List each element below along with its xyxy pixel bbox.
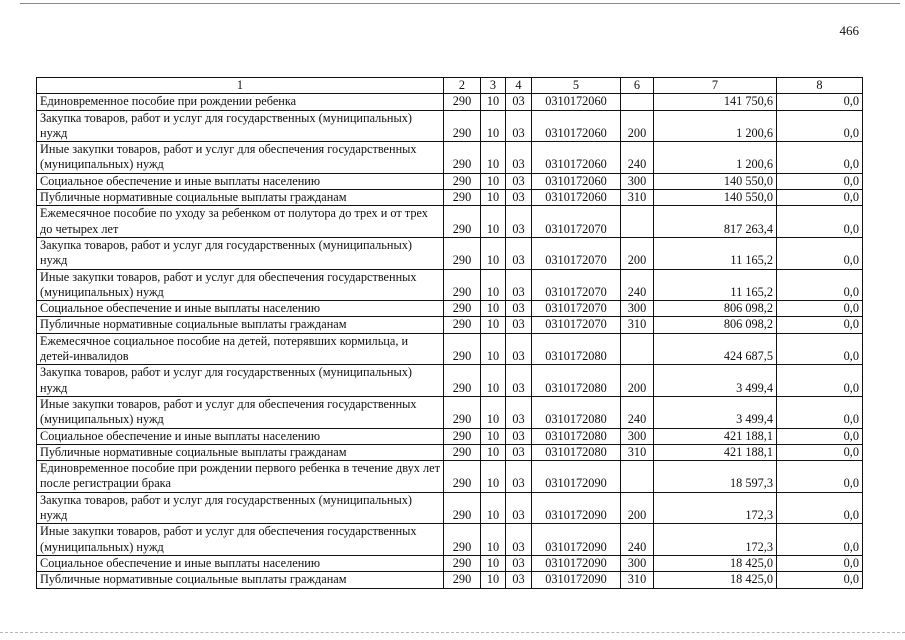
subsection-code: 03 bbox=[506, 301, 532, 317]
amount-column-8: 0,0 bbox=[777, 428, 863, 444]
expense-type-code: 200 bbox=[621, 365, 654, 397]
amount-column-8: 0,0 bbox=[777, 110, 863, 142]
subsection-code: 03 bbox=[506, 173, 532, 189]
subsection-code: 03 bbox=[506, 555, 532, 571]
amount-value: 3 499,4 bbox=[654, 365, 777, 397]
amount-value: 817 263,4 bbox=[654, 206, 777, 238]
row-name: Иные закупки товаров, работ и услуг для обеспечения государственных (муниципальных) нужд bbox=[37, 142, 444, 174]
target-article-code: 0310172080 bbox=[532, 444, 621, 460]
table-row bbox=[37, 237, 863, 269]
code-column-2: 290 bbox=[444, 365, 481, 397]
target-article-code: 0310172090 bbox=[532, 572, 621, 588]
column-number-row bbox=[37, 78, 863, 94]
amount-value: 806 098,2 bbox=[654, 301, 777, 317]
amount-value: 18 425,0 bbox=[654, 572, 777, 588]
target-article-code: 0310172080 bbox=[532, 333, 621, 365]
column-header-4: 4 bbox=[506, 78, 532, 94]
expense-type-code: 300 bbox=[621, 301, 654, 317]
code-column-2: 290 bbox=[444, 333, 481, 365]
amount-column-8: 0,0 bbox=[777, 269, 863, 301]
target-article-code: 0310172090 bbox=[532, 461, 621, 493]
table-row bbox=[37, 572, 863, 588]
amount-column-8: 0,0 bbox=[777, 444, 863, 460]
target-article-code: 0310172090 bbox=[532, 524, 621, 556]
row-name: Иные закупки товаров, работ и услуг для обеспечения государственных (муниципальных) нужд bbox=[37, 396, 444, 428]
target-article-code: 0310172060 bbox=[532, 94, 621, 110]
code-column-2: 290 bbox=[444, 428, 481, 444]
table-row bbox=[37, 365, 863, 397]
table-row bbox=[37, 110, 863, 142]
expense-type-code: 310 bbox=[621, 572, 654, 588]
row-name: Социальное обеспечение и иные выплаты населению bbox=[37, 555, 444, 571]
amount-column-8: 0,0 bbox=[777, 396, 863, 428]
subsection-code: 03 bbox=[506, 110, 532, 142]
section-code: 10 bbox=[481, 444, 506, 460]
amount-value: 806 098,2 bbox=[654, 317, 777, 333]
expense-type-code: 310 bbox=[621, 190, 654, 206]
section-code: 10 bbox=[481, 173, 506, 189]
target-article-code: 0310172060 bbox=[532, 142, 621, 174]
subsection-code: 03 bbox=[506, 492, 532, 524]
row-name: Социальное обеспечение и иные выплаты населению bbox=[37, 301, 444, 317]
section-code: 10 bbox=[481, 317, 506, 333]
section-code: 10 bbox=[481, 269, 506, 301]
amount-column-8: 0,0 bbox=[777, 333, 863, 365]
subsection-code: 03 bbox=[506, 206, 532, 238]
amount-value: 140 550,0 bbox=[654, 173, 777, 189]
amount-value: 424 687,5 bbox=[654, 333, 777, 365]
target-article-code: 0310172090 bbox=[532, 555, 621, 571]
target-article-code: 0310172070 bbox=[532, 237, 621, 269]
section-code: 10 bbox=[481, 524, 506, 556]
table-row bbox=[37, 492, 863, 524]
table-row bbox=[37, 317, 863, 333]
amount-column-8: 0,0 bbox=[777, 555, 863, 571]
target-article-code: 0310172060 bbox=[532, 173, 621, 189]
code-column-2: 290 bbox=[444, 94, 481, 110]
expense-type-code: 200 bbox=[621, 110, 654, 142]
amount-value: 18 597,3 bbox=[654, 461, 777, 493]
target-article-code: 0310172070 bbox=[532, 301, 621, 317]
code-column-2: 290 bbox=[444, 173, 481, 189]
amount-column-8: 0,0 bbox=[777, 237, 863, 269]
row-name: Иные закупки товаров, работ и услуг для обеспечения государственных (муниципальных) нужд bbox=[37, 524, 444, 556]
section-code: 10 bbox=[481, 237, 506, 269]
section-code: 10 bbox=[481, 110, 506, 142]
amount-column-8: 0,0 bbox=[777, 173, 863, 189]
subsection-code: 03 bbox=[506, 94, 532, 110]
expense-type-code: 300 bbox=[621, 555, 654, 571]
column-header-1: 1 bbox=[37, 78, 444, 94]
section-code: 10 bbox=[481, 94, 506, 110]
amount-value: 11 165,2 bbox=[654, 269, 777, 301]
table-row bbox=[37, 396, 863, 428]
row-name: Закупка товаров, работ и услуг для государственных (муниципальных) нужд bbox=[37, 365, 444, 397]
subsection-code: 03 bbox=[506, 396, 532, 428]
section-code: 10 bbox=[481, 555, 506, 571]
target-article-code: 0310172070 bbox=[532, 317, 621, 333]
table-row bbox=[37, 555, 863, 571]
code-column-2: 290 bbox=[444, 301, 481, 317]
amount-column-8: 0,0 bbox=[777, 461, 863, 493]
section-code: 10 bbox=[481, 461, 506, 493]
amount-column-8: 0,0 bbox=[777, 317, 863, 333]
section-code: 10 bbox=[481, 396, 506, 428]
subsection-code: 03 bbox=[506, 572, 532, 588]
amount-value: 421 188,1 bbox=[654, 428, 777, 444]
scan-bottom-edge-line bbox=[0, 632, 905, 633]
amount-value: 141 750,6 bbox=[654, 94, 777, 110]
expense-type-code bbox=[621, 94, 654, 110]
code-column-2: 290 bbox=[444, 142, 481, 174]
target-article-code: 0310172080 bbox=[532, 428, 621, 444]
amount-column-8: 0,0 bbox=[777, 572, 863, 588]
target-article-code: 0310172060 bbox=[532, 190, 621, 206]
amount-value: 1 200,6 bbox=[654, 110, 777, 142]
section-code: 10 bbox=[481, 301, 506, 317]
table-row bbox=[37, 333, 863, 365]
budget-table bbox=[36, 77, 863, 589]
section-code: 10 bbox=[481, 365, 506, 397]
code-column-2: 290 bbox=[444, 396, 481, 428]
table-row bbox=[37, 524, 863, 556]
row-name: Публичные нормативные социальные выплаты гражданам bbox=[37, 317, 444, 333]
amount-value: 3 499,4 bbox=[654, 396, 777, 428]
amount-value: 18 425,0 bbox=[654, 555, 777, 571]
row-name: Социальное обеспечение и иные выплаты населению bbox=[37, 428, 444, 444]
amount-column-8: 0,0 bbox=[777, 190, 863, 206]
scan-top-edge-line bbox=[20, 3, 900, 4]
row-name: Иные закупки товаров, работ и услуг для обеспечения государственных (муниципальных) нужд bbox=[37, 269, 444, 301]
code-column-2: 290 bbox=[444, 110, 481, 142]
column-header-6: 6 bbox=[621, 78, 654, 94]
row-name: Единовременное пособие при рождении ребенка bbox=[37, 94, 444, 110]
expense-type-code: 240 bbox=[621, 524, 654, 556]
amount-column-8: 0,0 bbox=[777, 492, 863, 524]
table-row bbox=[37, 190, 863, 206]
expense-type-code: 200 bbox=[621, 492, 654, 524]
subsection-code: 03 bbox=[506, 237, 532, 269]
section-code: 10 bbox=[481, 428, 506, 444]
row-name: Публичные нормативные социальные выплаты гражданам bbox=[37, 572, 444, 588]
code-column-2: 290 bbox=[444, 461, 481, 493]
column-header-7: 7 bbox=[654, 78, 777, 94]
column-header-8: 8 bbox=[777, 78, 863, 94]
expense-type-code: 240 bbox=[621, 396, 654, 428]
amount-column-8: 0,0 bbox=[777, 142, 863, 174]
expense-type-code bbox=[621, 333, 654, 365]
code-column-2: 290 bbox=[444, 206, 481, 238]
table-row bbox=[37, 94, 863, 110]
target-article-code: 0310172090 bbox=[532, 492, 621, 524]
code-column-2: 290 bbox=[444, 524, 481, 556]
amount-value: 140 550,0 bbox=[654, 190, 777, 206]
section-code: 10 bbox=[481, 333, 506, 365]
page-number: 466 bbox=[839, 23, 859, 38]
subsection-code: 03 bbox=[506, 142, 532, 174]
row-name: Публичные нормативные социальные выплаты гражданам bbox=[37, 444, 444, 460]
subsection-code: 03 bbox=[506, 524, 532, 556]
subsection-code: 03 bbox=[506, 317, 532, 333]
column-header-3: 3 bbox=[481, 78, 506, 94]
code-column-2: 290 bbox=[444, 492, 481, 524]
row-name: Публичные нормативные социальные выплаты гражданам bbox=[37, 190, 444, 206]
table-row bbox=[37, 269, 863, 301]
code-column-2: 290 bbox=[444, 444, 481, 460]
table-row bbox=[37, 444, 863, 460]
expense-type-code: 200 bbox=[621, 237, 654, 269]
subsection-code: 03 bbox=[506, 333, 532, 365]
table-row bbox=[37, 206, 863, 238]
target-article-code: 0310172080 bbox=[532, 396, 621, 428]
expense-type-code: 240 bbox=[621, 142, 654, 174]
target-article-code: 0310172070 bbox=[532, 206, 621, 238]
table-row bbox=[37, 173, 863, 189]
amount-column-8: 0,0 bbox=[777, 94, 863, 110]
subsection-code: 03 bbox=[506, 444, 532, 460]
section-code: 10 bbox=[481, 492, 506, 524]
table-row bbox=[37, 142, 863, 174]
row-name: Социальное обеспечение и иные выплаты населению bbox=[37, 173, 444, 189]
amount-value: 172,3 bbox=[654, 524, 777, 556]
row-name: Ежемесячное социальное пособие на детей, потерявших кормильца, и детей-инвалидов bbox=[37, 333, 444, 365]
expense-type-code bbox=[621, 206, 654, 238]
expense-type-code bbox=[621, 461, 654, 493]
expense-type-code: 310 bbox=[621, 444, 654, 460]
subsection-code: 03 bbox=[506, 269, 532, 301]
code-column-2: 290 bbox=[444, 555, 481, 571]
table-row bbox=[37, 461, 863, 493]
target-article-code: 0310172080 bbox=[532, 365, 621, 397]
expense-type-code: 310 bbox=[621, 317, 654, 333]
amount-column-8: 0,0 bbox=[777, 206, 863, 238]
section-code: 10 bbox=[481, 190, 506, 206]
subsection-code: 03 bbox=[506, 365, 532, 397]
subsection-code: 03 bbox=[506, 461, 532, 493]
amount-column-8: 0,0 bbox=[777, 301, 863, 317]
code-column-2: 290 bbox=[444, 572, 481, 588]
amount-column-8: 0,0 bbox=[777, 524, 863, 556]
section-code: 10 bbox=[481, 142, 506, 174]
code-column-2: 290 bbox=[444, 237, 481, 269]
table-body bbox=[37, 94, 863, 588]
column-header-5: 5 bbox=[532, 78, 621, 94]
row-name: Закупка товаров, работ и услуг для государственных (муниципальных) нужд bbox=[37, 110, 444, 142]
row-name: Закупка товаров, работ и услуг для государственных (муниципальных) нужд bbox=[37, 237, 444, 269]
row-name: Закупка товаров, работ и услуг для государственных (муниципальных) нужд bbox=[37, 492, 444, 524]
amount-value: 421 188,1 bbox=[654, 444, 777, 460]
amount-column-8: 0,0 bbox=[777, 365, 863, 397]
amount-value: 172,3 bbox=[654, 492, 777, 524]
code-column-2: 290 bbox=[444, 190, 481, 206]
section-code: 10 bbox=[481, 572, 506, 588]
table-row bbox=[37, 301, 863, 317]
row-name: Единовременное пособие при рождении первого ребенка в течение двух лет после регистрации брака bbox=[37, 461, 444, 493]
expense-type-code: 240 bbox=[621, 269, 654, 301]
row-name: Ежемесячное пособие по уходу за ребенком от полутора до трех и от трех до четырех лет bbox=[37, 206, 444, 238]
target-article-code: 0310172060 bbox=[532, 110, 621, 142]
subsection-code: 03 bbox=[506, 428, 532, 444]
column-header-2: 2 bbox=[444, 78, 481, 94]
subsection-code: 03 bbox=[506, 190, 532, 206]
amount-value: 1 200,6 bbox=[654, 142, 777, 174]
code-column-2: 290 bbox=[444, 317, 481, 333]
amount-value: 11 165,2 bbox=[654, 237, 777, 269]
expense-type-code: 300 bbox=[621, 173, 654, 189]
table-row bbox=[37, 428, 863, 444]
expense-type-code: 300 bbox=[621, 428, 654, 444]
target-article-code: 0310172070 bbox=[532, 269, 621, 301]
code-column-2: 290 bbox=[444, 269, 481, 301]
section-code: 10 bbox=[481, 206, 506, 238]
